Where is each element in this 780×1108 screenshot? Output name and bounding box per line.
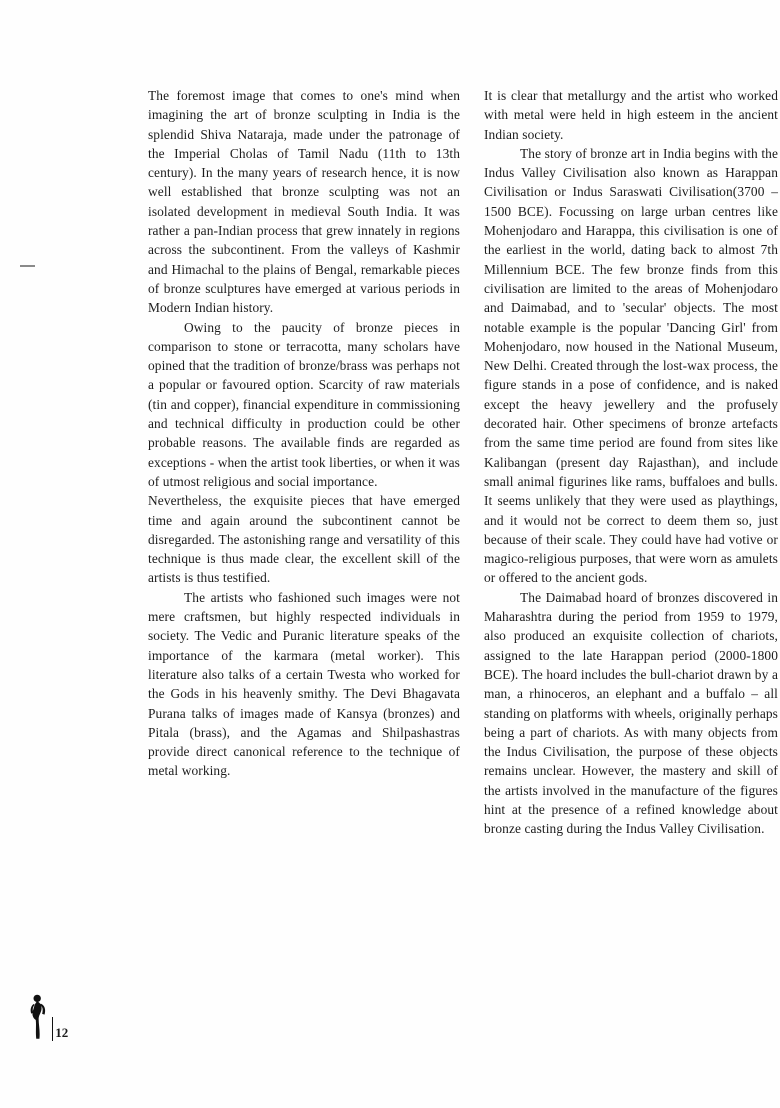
paragraph: The story of bronze art in India begins with the Indus Valley Civilisation also known as Harappan Civilisation or Indus Saraswati Civilisation(3700 – 1500 BCE). Focussing on large urban centres like Mohenjodaro and Harappa, this civilisation is one of the earliest in the world, dating back to almost 7th Millennium BCE. The few bronze finds from this civilisation are limited to the areas of Mohenjodaro and Daimabad, and to 'secular' objects. The most notable example is the popular 'Dancing Girl' from Mohenjodaro, now housed in the National Museum, New Delhi. Created through the lost-wax process, the figure stands in a pose of confidence, and is naked except the heavy jewellery and the profusely decorated hair. Other specimens of bronze artefacts from the same time period are found from sites like Kalibangan (present day Rajasthan), and include small animal figurines like rams, buffaloes and bulls. It seems unlikely that they were used as playthings, and it would not be correct to deem them so, just because of their scale. They could have had votive or magico-religious purposes, that were worn as amulets or offered to the ancient gods. [484,145,778,586]
text-column-right [484,86,778,839]
dancing-girl-ornament-icon [26,993,50,1043]
paragraph: Nevertheless, the exquisite pieces that have emerged time and again around the subcontinent cannot be disregarded. The astonishing range and versatility of this technique is thus made clear, the excellent skill of the artists is thus testified. [148,493,460,586]
paragraph: The artists who fashioned such images were not mere craftsmen, but highly respected individuals in society. The Vedic and Puranic literature speaks of the importance of the karmara (metal worker). This literature also talks of a certain Twesta who worked for the Gods in his heavenly smithy. The Devi Bhagavata Purana talks of images made of Kansya (bronzes) and Pitala (brass), and the Agamas and Shilpashastras provide direct canonical reference to the technique of metal working. [148,589,460,779]
page-footer [26,993,68,1043]
paragraph: The foremost image that comes to one's mind when imagining the art of bronze sculpting in India is the splendid Shiva Nataraja, made under the patronage of the Imperial Cholas of Tamil Nadu (11th to 13th century). In the many years of research hence, it is now well established that bronze sculpting was not an isolated development in medieval South India. It was rather a pan-Indian process that grew innately in regions across the subcontinent. From the valleys of Kashmir and Himachal to the plains of Bengal, remarkable pieces of bronze sculptures have emerged at various periods in Modern Indian history. [148,88,460,316]
paragraph: It is clear that metallurgy and the artist who worked with metal were held in high esteem in the ancient Indian society. [484,88,778,142]
paragraph: The Daimabad hoard of bronzes discovered in Maharashtra during the period from 1959 to 1979, also produced an exquisite collection of chariots, assigned to the late Harappan period (2000-1800 BCE). The hoard includes the bull-chariot drawn by a man, a rhinoceros, an elephant and a buffalo – all standing on platforms with wheels, originally perhaps being a part of chariots. As with many objects from the Indus Civilisation, the purpose of these objects remains unclear. However, the mastery and skill of the artists involved in the manufacture of the figures hint at the presence of a refined knowledge about bronze casting during the Indus Valley Civilisation. [484,589,778,837]
folio-divider [52,1017,53,1041]
page-content [148,86,778,839]
paragraph: Owing to the paucity of bronze pieces in comparison to stone or terracotta, many scholars have opined that the tradition of bronze/brass was perhaps not a popular or favoured option. Scarcity of raw materials (tin and copper), financial expenditure in commissioning and technical difficulty in production could be other probable reasons. The available finds are regarded as exceptions - when the artist took liberties, or when it was of utmost religious and social importance. [148,319,460,489]
page-number: 12 [55,1025,69,1040]
text-column-left [148,86,460,839]
margin-mark [20,265,35,267]
